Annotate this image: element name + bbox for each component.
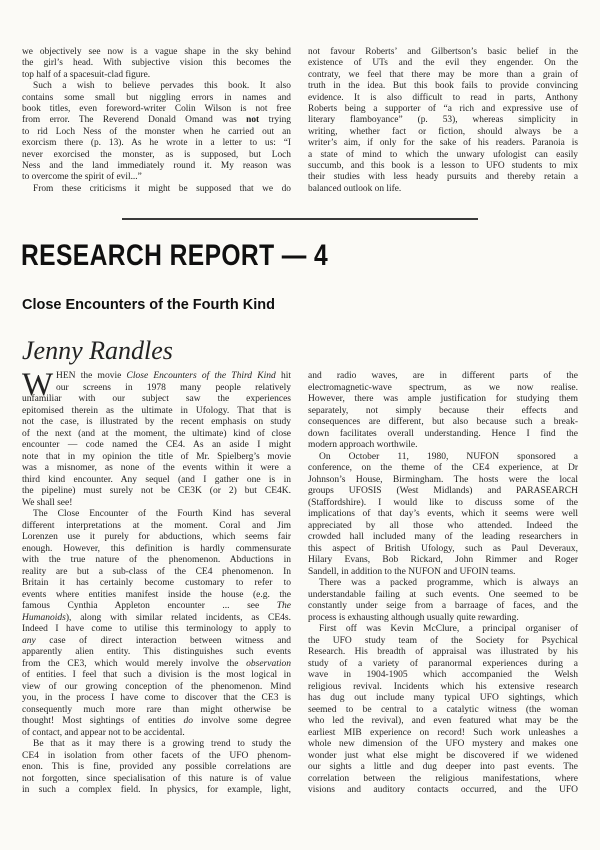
text-line: seemed to be central to a catalytic witness (the woman	[308, 704, 578, 715]
text-line: wave in 1904-1905 which accompanied the Welsh	[308, 670, 578, 680]
text-line: was a misnomer, as none of the events within it were a	[22, 463, 291, 473]
italic-text: Humanoids	[22, 612, 66, 623]
text-line: apparently alien entity. This distinguishes such events	[22, 647, 291, 657]
text-line: correlation between the religious manifestations, where	[308, 773, 578, 784]
text-line: However, there was ample justification for studying them	[308, 394, 578, 404]
text-line: you, in the process I have come to discover that the CE3 is	[22, 693, 291, 703]
text-line: has dug out include many typical UFO sightings, which	[308, 693, 578, 703]
text-line: reality are but a sub-class of the CE4 phenomenon. In	[22, 566, 291, 577]
article-body-section	[22, 367, 578, 797]
text-line: Ness and the land immediately round it. My reason was	[22, 160, 291, 171]
text-line: enon. This is fine, provided any possible correlations are	[22, 762, 291, 772]
text-line: Roberts being a supporter of “a rich and expressive use of	[308, 103, 578, 114]
text-line: CE4 in isolation from other facets of the UFO phenom-	[22, 750, 291, 761]
text-line: Such a wish to believe pervades this book. It also	[33, 81, 291, 92]
text-line: crowded hall included many of the leading researchers in	[308, 532, 578, 542]
section-divider-rule	[122, 218, 478, 220]
text-line: consequences are different, but also because such a break-	[308, 417, 578, 427]
bold-text: not	[246, 115, 260, 126]
text-line: to rid Loch Ness of the monster when he carried out an	[22, 126, 291, 137]
text-line: appreciated by all those who attended. Indeed the	[308, 520, 578, 531]
text-line: consequently much more rare than might otherwise be	[22, 704, 291, 715]
text-line: groups UFOSIS (West Midlands) and PARASEARCH	[308, 486, 578, 496]
text-line: book titles, even foreword-writer Colin Wilson is not free	[22, 103, 291, 114]
text-line: third kind encounter. Any sequel (and I gather one is in	[22, 474, 291, 485]
text-line: writer’s aim, if only for the sake of his readers. Paranoia is	[308, 138, 578, 149]
text-line: process is exhausting although usually quite rewarding.	[308, 612, 519, 623]
text-line: top half of a spacesuit-clad figure.	[22, 69, 151, 80]
text-line: Humanoids), along with similar related incidents, as CE4s.	[22, 612, 291, 623]
text-line: visions and auditory contacts occurred, and the UFO	[308, 785, 578, 795]
text-line: from the CE3, which would merely involve the observation	[22, 658, 291, 669]
text-line: religious revival. Incidents which his extensive research	[308, 681, 578, 692]
text-line: Research. His breadth of appraisal was illustrated by his	[308, 647, 578, 657]
text-line: evidence. It is also difficult to read in parts, Anthony	[308, 92, 578, 103]
text-line: epitomised therein as the ultimate in Ufology. That that is	[22, 405, 291, 416]
text-line: succumb, and this book is a lesson to UFO students to mix	[308, 160, 578, 171]
article-title: RESEARCH REPORT — 4	[21, 239, 329, 272]
text-line: exorcism there (p. 13). As he wrote in a letter to us: “I	[22, 138, 291, 149]
text-line: existence of UTs and the evil they engender. On the	[308, 58, 578, 69]
text-line: unfamiliar with our subject saw the experiences	[22, 394, 291, 404]
text-line: contraty, we feel that there may be more than a grain of	[308, 69, 578, 80]
text-line: and radio waves, are in different parts of the	[308, 371, 578, 381]
text-line: the pipeline) must surely not be CE3K (or 2) but CE4K.	[22, 486, 291, 496]
text-line: Hilary Evans, Bob Rickard, John Rimmer and Roger	[308, 555, 578, 565]
book-review-end-section	[22, 47, 578, 195]
text-line: writing, whether fact or fiction, should always be a	[308, 126, 578, 137]
text-line: this aspect of British Ufology, such as Paul Deveraux,	[308, 543, 578, 554]
text-line: study of a variety of paranormal experiences during a	[308, 658, 578, 669]
text-line: in such a complex field. In physics, for example, light,	[22, 785, 291, 795]
text-line: balanced outlook on life.	[308, 183, 402, 194]
text-line: constantly under seige from a barraage of faces, and the	[308, 601, 578, 611]
review-left-column	[22, 47, 291, 195]
text-line: conference, on the theme of the CE4 experience, at Dr	[308, 463, 578, 473]
text-line: Sandell, in addition to the NUFON and UFOIN teams.	[308, 566, 516, 577]
text-line: There was a packed programme, which is always an	[319, 578, 578, 588]
text-line: Indeed I have come to utilise this terminology to apply to	[22, 624, 291, 634]
text-line: Britain it has certainly become customary to refer to	[22, 578, 291, 588]
text-line: Lorenzen use it purely for abductions, which seems fair	[22, 532, 291, 542]
text-line: earliest MIB experience on record! Such work unleashes a	[308, 727, 578, 738]
text-line: their studies with less heady pursuits and thereby retain a	[308, 172, 578, 183]
text-line: implications of that day’s events, which it seems were well	[308, 509, 578, 519]
article-subtitle: Close Encounters of the Fourth Kind	[22, 297, 275, 313]
text-line: From these criticisms it might be supposed that we do	[33, 183, 291, 194]
text-line: encounter — code named the CE4. As an aside I might	[22, 440, 291, 450]
text-line: note that in my opinion the title of Mr. Spielberg’s movie	[22, 451, 291, 462]
text-line: famous Cynthia Appleton encounter ... see The	[22, 601, 291, 611]
text-line: not forgotten, since specialisation of this nature is of value	[22, 773, 291, 784]
text-line: Be that as it may there is a growing trend to study the	[33, 739, 291, 749]
text-line: modern approach worthwile.	[308, 440, 418, 450]
text-line: of entities. I feel that such a division is the most logical in	[22, 670, 291, 680]
text-line: who led the revival), and even featured what may be the	[308, 716, 578, 726]
text-line: On October 11, 1980, NUFON sponsored a	[319, 451, 578, 462]
text-line: any case of direct interaction between witness and	[22, 635, 291, 646]
text-line: The Close Encounter of the Fourth Kind has several	[33, 509, 291, 519]
italic-text: observation	[246, 658, 291, 669]
text-line: thought! Most sightings of entities do involve some degree	[22, 716, 291, 726]
drop-cap: W	[22, 367, 54, 403]
text-line: events where entities manifest inside the house (e.g. the	[22, 589, 291, 600]
italic-text: any	[22, 635, 36, 646]
text-line: of the next (and at the moment, the ultimate) kind of close	[22, 428, 291, 439]
text-line: understandable failing at such events. One seemed to be	[308, 589, 578, 600]
text-line: HEN the movie Close Encounters of the Third Kind hit	[56, 371, 291, 381]
text-line: the UFO study team of the Society for Psychical	[308, 635, 578, 646]
text-line: our sights a little and dug deeper into past events. The	[308, 762, 578, 772]
article-left-column	[22, 367, 291, 797]
text-line: contains some small but niggling errors in names and	[22, 92, 291, 103]
italic-text: Close Encounters of the Third Kind	[126, 371, 276, 381]
text-line: enough. However, this definition is hardly commensurate	[22, 543, 291, 554]
review-right-column	[308, 47, 578, 195]
text-line: never exorcised the monster, as is supposed, but Loch	[22, 149, 291, 160]
text-line: electromagnetic-wave spectrum, as we now realise.	[308, 382, 578, 393]
text-line: We shall see!	[22, 497, 73, 508]
text-line: of contact, and appear not to be accidental.	[22, 727, 185, 738]
article-left-lines	[22, 367, 291, 797]
article-right-column	[308, 371, 578, 797]
text-line: not the case, is illustrated by the recent emphasis on study	[22, 417, 291, 427]
text-line: a state of mind to which the unwary ufologist can easily	[308, 149, 578, 160]
text-line: different interpretations at the moment. Coral and Jim	[22, 520, 291, 531]
text-line: we objectively see now is a vague shape in the sky behind	[22, 47, 291, 57]
text-line: wonder just what else might be discovered if we widened	[308, 750, 578, 761]
text-line: to overcome the spirit of evil...”	[22, 172, 142, 183]
italic-text: The	[276, 601, 291, 611]
text-line: the girl’s head. With subjective vision this becomes the	[22, 58, 291, 69]
text-line: literary flamboyance” (p. 53), whereas simplicity in	[308, 115, 578, 126]
text-line: (Staffordshire). I would like to discuss some of the	[308, 497, 578, 508]
text-line: truth in the idea. But this book fails to provide convincing	[308, 81, 578, 92]
text-line: with the true nature of the phenomenon. Abductions in	[22, 555, 291, 565]
text-line: whole new dimension of the UFO mystery and makes one	[308, 739, 578, 749]
text-line: our screens in 1978 many people relatively	[56, 382, 291, 393]
text-line: Johnson’s House, Birmingham. The hosts were the local	[308, 474, 578, 485]
text-line: down facilitates overall understanding. Hence I find the	[308, 428, 578, 439]
author-name: Jenny Randles	[22, 336, 173, 365]
text-line: not favour Roberts’ and Gilbertson’s basic belief in the	[308, 47, 578, 57]
italic-text: do	[183, 716, 194, 726]
text-line: separately, not simply because their effects and	[308, 405, 578, 416]
text-line: from error. The Reverend Donald Omand was not trying	[22, 115, 291, 126]
text-line: view of our growing conception of the phenomenon. Mind	[22, 681, 291, 692]
text-line: First off was Kevin McClure, a principal organiser of	[319, 624, 578, 634]
